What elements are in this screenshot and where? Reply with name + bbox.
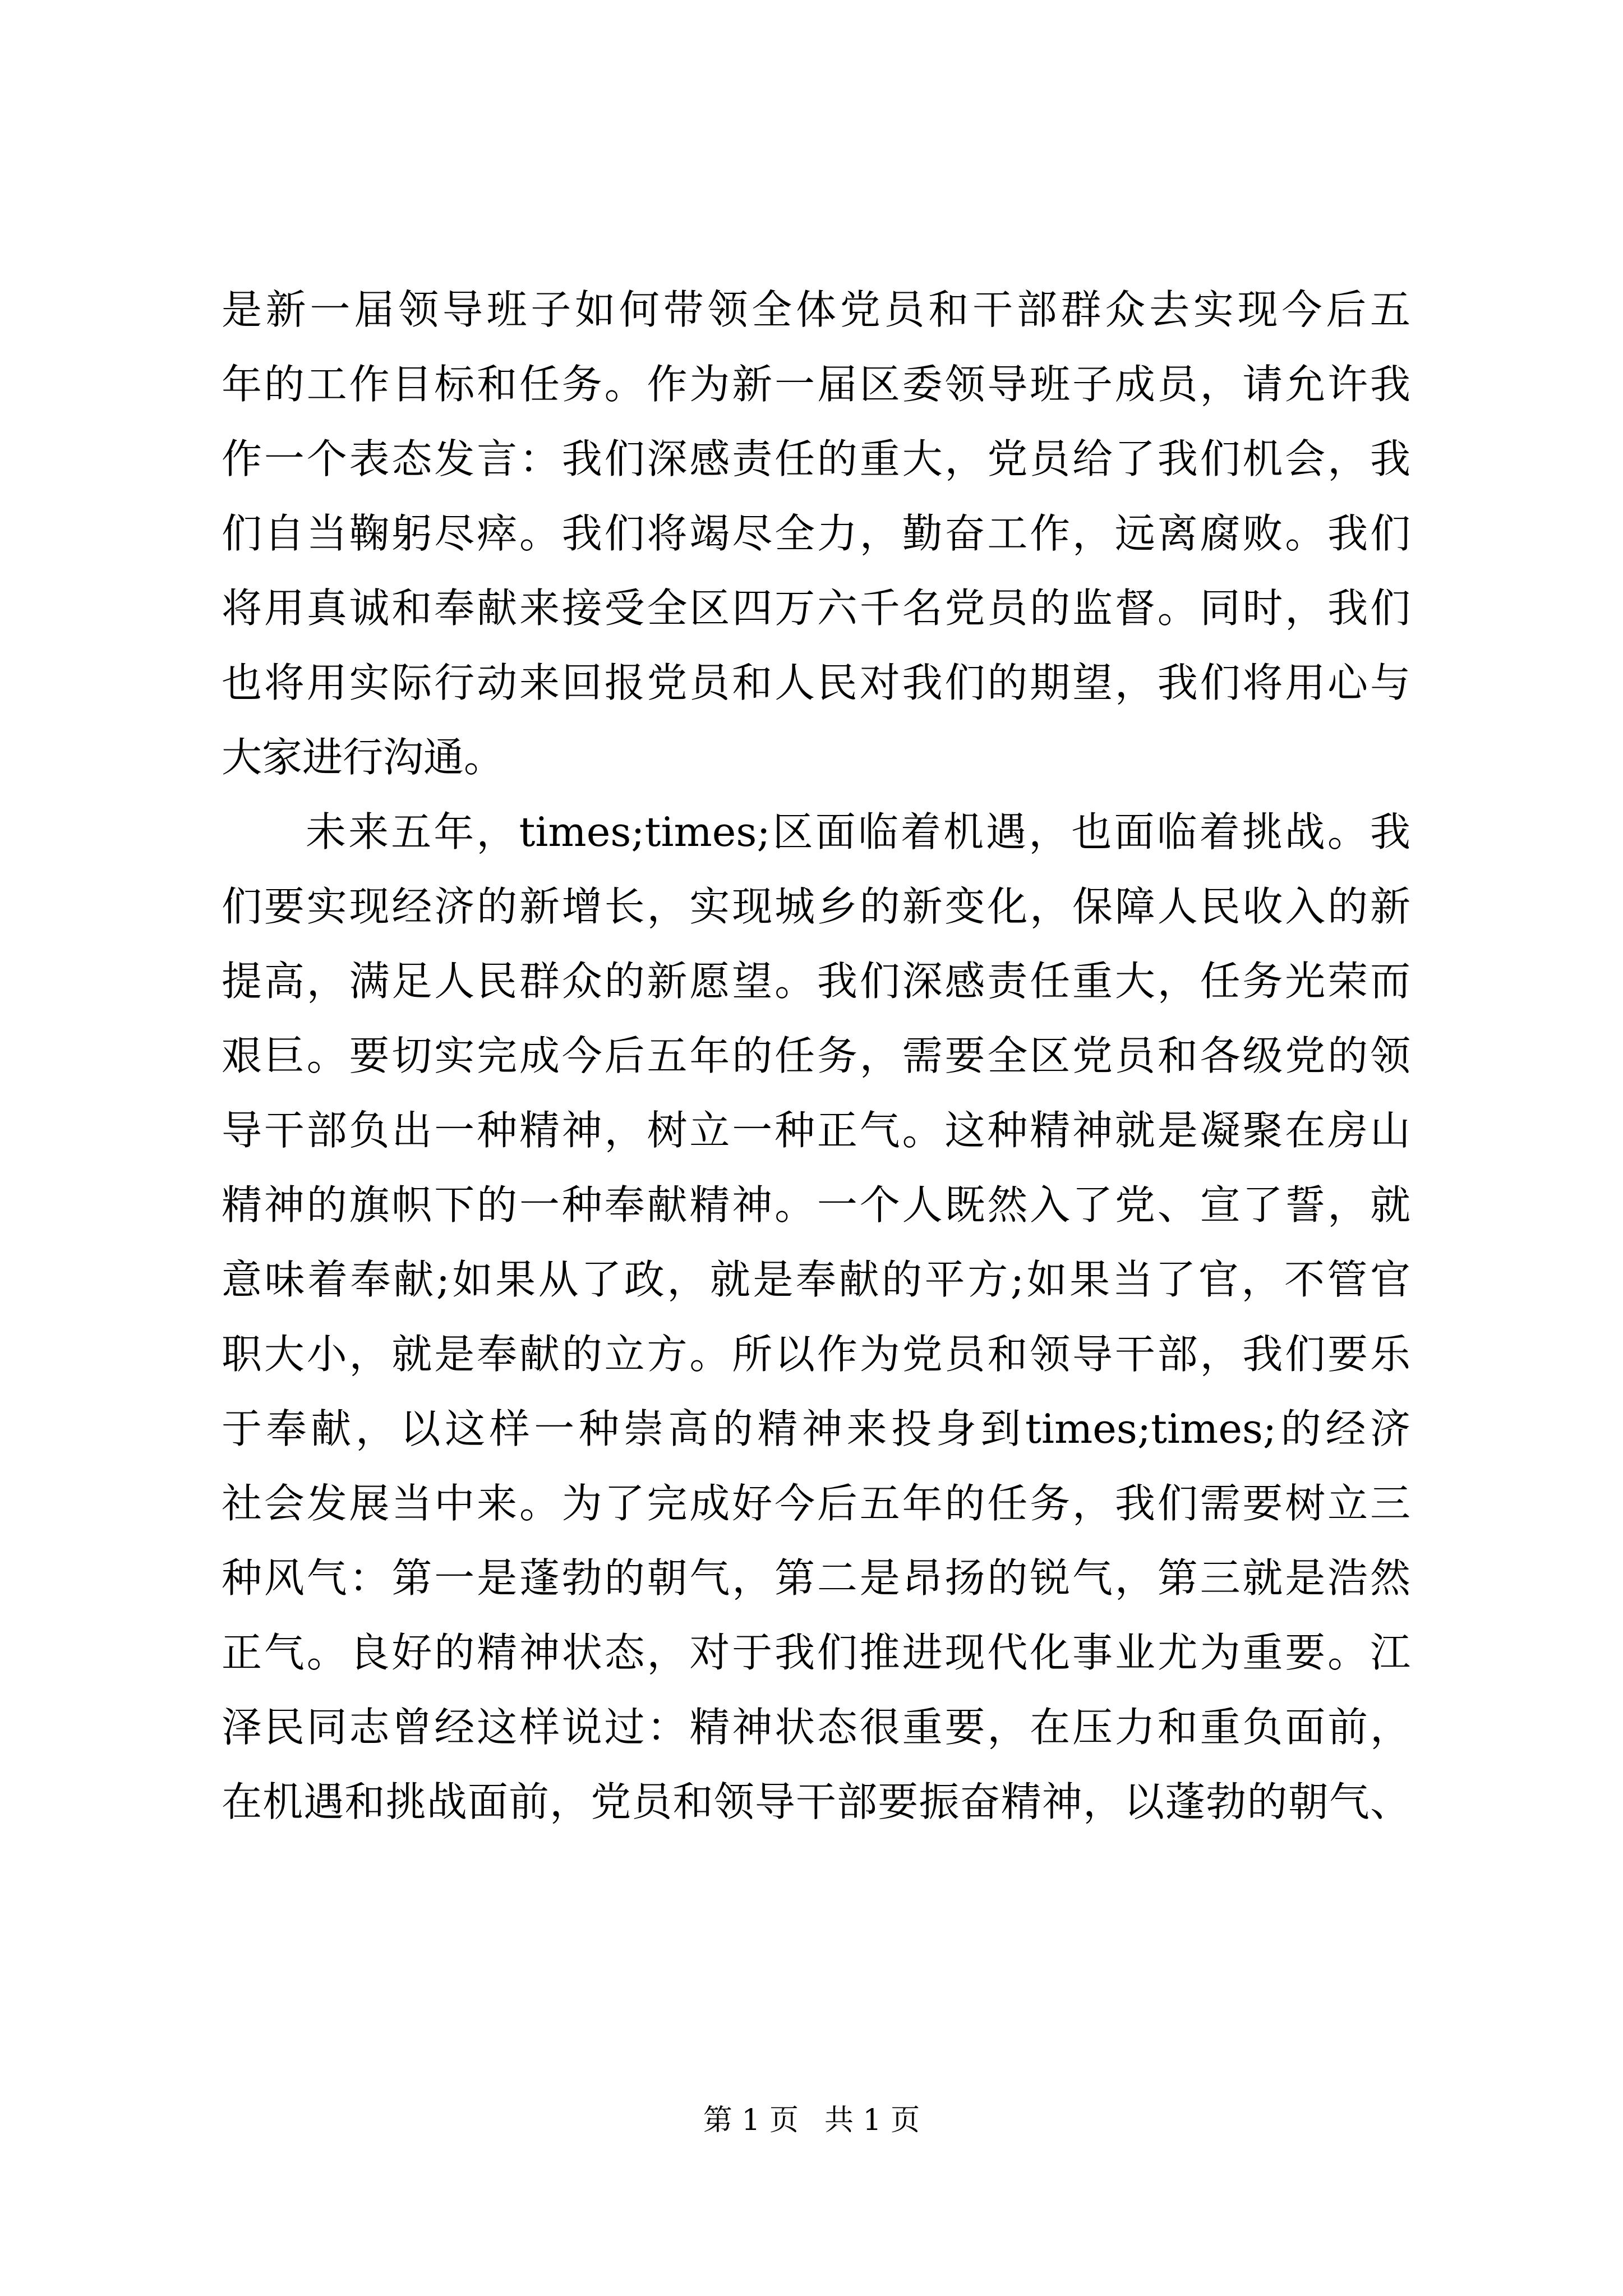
text-line: 意味着奉献;如果从了政，就是奉献的平方;如果当了官，不管官 <box>222 1256 1410 1303</box>
text-line: 未来五年，times;times;区面临着机遇，也面临着挑战。我 <box>306 808 1410 855</box>
text-line: 正气。良好的精神状态，对于我们推进现代化事业尤为重要。江 <box>222 1629 1410 1676</box>
text-line: 导干部负出一种精神，树立一种正气。这种精神就是凝聚在房山 <box>222 1107 1410 1154</box>
text-line: 社会发展当中来。为了完成好今后五年的任务，我们需要树立三 <box>222 1480 1410 1527</box>
text-line: 艰巨。要切实完成今后五年的任务，需要全区党员和各级党的领 <box>222 1032 1410 1079</box>
text-line: 于奉献，以这样一种崇高的精神来投身到times;times;的经济 <box>222 1405 1410 1452</box>
text-line: 大家进行沟通。 <box>222 734 505 781</box>
text-line: 在机遇和挑战面前，党员和领导干部要振奋精神，以蓬勃的朝气、 <box>222 1778 1410 1825</box>
total-pages: 共 1 页 <box>824 2104 920 2137</box>
document-body <box>222 273 1410 1839</box>
page-number: 第 1 页 <box>703 2104 799 2137</box>
text-line: 提高，满足人民群众的新愿望。我们深感责任重大，任务光荣而 <box>222 958 1410 1005</box>
text-line: 种风气：第一是蓬勃的朝气，第二是昂扬的锐气，第三就是浩然 <box>222 1554 1410 1602</box>
text-line: 将用真诚和奉献来接受全区四万六千名党员的监督。同时，我们 <box>222 585 1410 632</box>
page-footer <box>0 2104 1623 2137</box>
paragraph-1 <box>222 273 1410 795</box>
text-line: 是新一届领导班子如何带领全体党员和干部群众去实现今后五 <box>222 286 1410 333</box>
text-line: 也将用实际行动来回报党员和人民对我们的期望，我们将用心与 <box>222 659 1410 706</box>
text-line: 精神的旗帜下的一种奉献精神。一个人既然入了党、宣了誓，就 <box>222 1181 1410 1228</box>
text-line: 们自当鞠躬尽瘁。我们将竭尽全力，勤奋工作，远离腐败。我们 <box>222 510 1410 557</box>
text-line: 作一个表态发言：我们深感责任的重大，党员给了我们机会，我 <box>222 435 1410 482</box>
text-line: 们要实现经济的新增长，实现城乡的新变化，保障人民收入的新 <box>222 883 1410 930</box>
text-line: 年的工作目标和任务。作为新一届区委领导班子成员，请允许我 <box>222 361 1410 408</box>
text-line: 职大小，就是奉献的立方。所以作为党员和领导干部，我们要乐 <box>222 1331 1410 1378</box>
text-line: 泽民同志曾经这样说过：精神状态很重要，在压力和重负面前， <box>222 1704 1410 1751</box>
paragraph-2 <box>222 795 1410 1839</box>
